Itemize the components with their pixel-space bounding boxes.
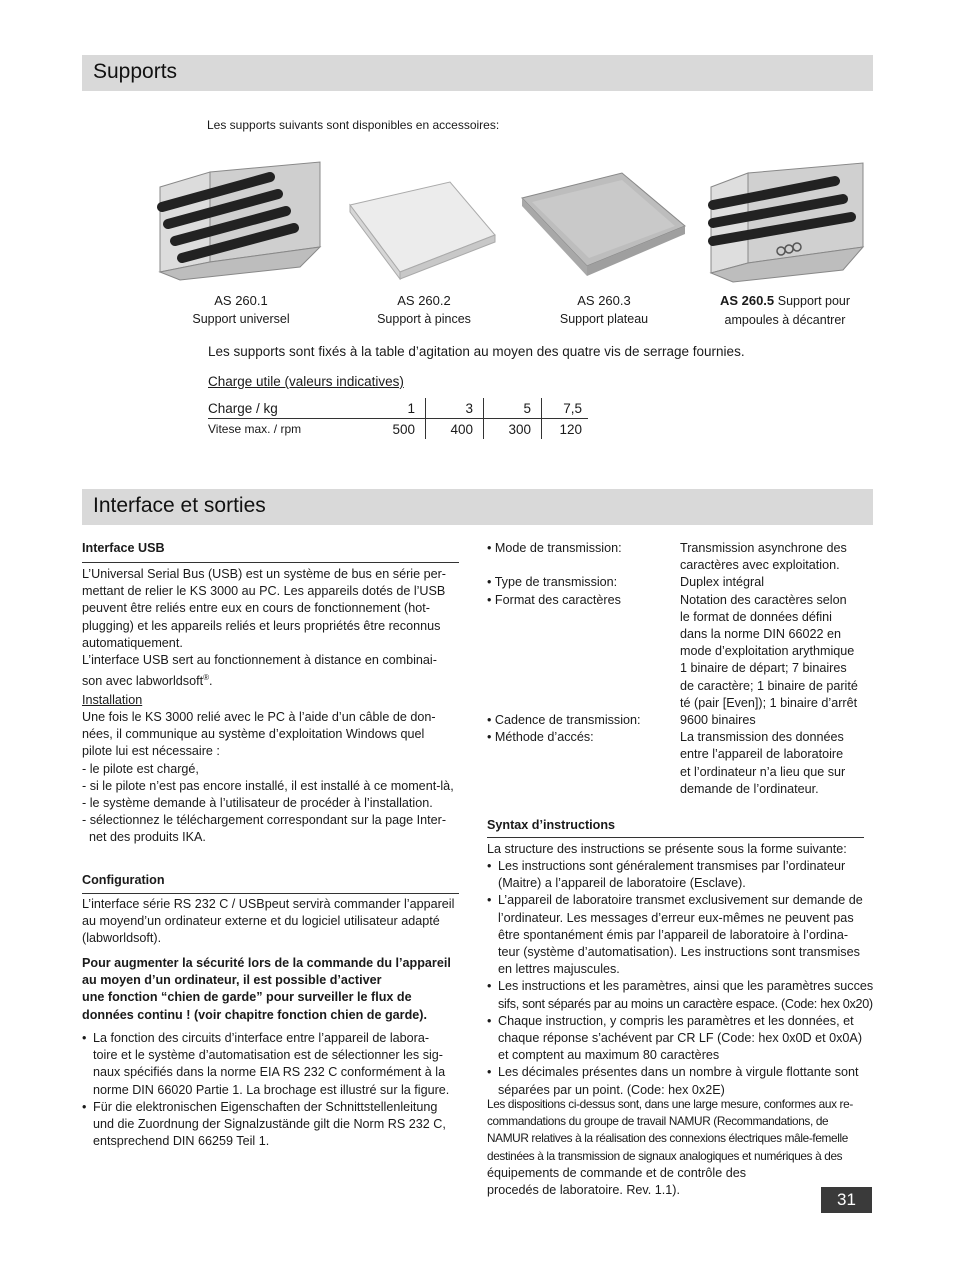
text-line: • Les instructions et les paramètres, ainsi que les paramètres succes bbox=[498, 979, 874, 994]
spec-value bbox=[680, 574, 858, 591]
text-line: L’Universal Serial Bus (USB) est un système de bus en série per- bbox=[82, 567, 446, 581]
text-line: • Les instructions sont généralement transmises par l’ordinateur bbox=[498, 859, 846, 873]
section-header-interface bbox=[82, 489, 873, 525]
universal-support-image bbox=[150, 152, 330, 282]
text-line: entsprechend DIN 66259 Teil 1. bbox=[93, 1134, 270, 1149]
section-title: Supports bbox=[93, 60, 178, 83]
text-line: NAMUR relatives à la réalisation des connexions électriques mâle-femelle bbox=[487, 1131, 848, 1146]
text-line: pilote lui est nécessaire : bbox=[82, 744, 220, 759]
row-label: Vitese max. / rpm bbox=[208, 422, 302, 436]
text-line: - sélectionnez le téléchargement correspondant sur la page Inter- bbox=[82, 813, 447, 828]
text-span: Cadence de transmission: bbox=[494, 713, 641, 728]
text-line: • L’appareil de laboratoire transmet exclusivement sur demande de bbox=[498, 893, 863, 908]
text-line: • La fonction des circuits d’interface entre l’appareil de labora- bbox=[93, 1031, 430, 1045]
section-title: Interface et sorties bbox=[93, 494, 266, 517]
table-row bbox=[208, 419, 588, 440]
text-line: et l’ordinateur n’a lieu que sur bbox=[680, 764, 846, 779]
usb-description bbox=[82, 566, 472, 691]
text-line: sifs, sont séparés par au moins un caractère espace. (Code: hex 0x20) bbox=[498, 996, 873, 1011]
supports-intro: Les supports suivants sont disponibles en accessoires: bbox=[207, 118, 500, 132]
text-line: mettant de relier le KS 3000 au PC. Les appareils dotés de l’USB bbox=[82, 584, 446, 599]
text-line: L’interface série RS 232 C / USBpeut servirà commander l’appareil bbox=[82, 897, 455, 911]
table-cell: 7,5 bbox=[542, 398, 589, 419]
spec-row bbox=[487, 729, 858, 798]
text-line: • Für die elektronischen Eigenschaften der Schnittstellenleitung bbox=[93, 1099, 438, 1114]
text-line: net des produits IKA. bbox=[82, 830, 206, 845]
spec-row bbox=[487, 540, 858, 574]
list-item bbox=[487, 1064, 879, 1098]
product-code: AS 260.5 bbox=[719, 293, 775, 308]
text-line: une fonction “chien de garde” pour surveiller le flux de bbox=[82, 990, 412, 1005]
product-as-260-3 bbox=[514, 291, 694, 329]
text-line: Une fois le KS 3000 relié avec le PC à l’aide d’un câble de don- bbox=[82, 710, 436, 724]
spec-row bbox=[487, 592, 858, 712]
text-line: Pour augmenter la sécurité lors de la commande du l’appareil bbox=[82, 956, 451, 970]
text-line: de caractère; 1 binaire de parité bbox=[680, 678, 858, 693]
tray-support-image bbox=[517, 168, 687, 278]
config-bullets bbox=[82, 1030, 482, 1150]
table-cell: 3 bbox=[426, 398, 484, 419]
text-span: Méthode d’accés: bbox=[494, 730, 594, 745]
product-code: AS 260.3 bbox=[577, 293, 631, 308]
product-as-260-5 bbox=[690, 291, 880, 330]
text-line: commandations du groupe de travail NAMUR (Recommandations, de bbox=[487, 1114, 829, 1129]
transmission-specs bbox=[487, 540, 873, 798]
text-line: L’interface USB sert au fonctionnement à distance en combinai- bbox=[82, 653, 437, 668]
table-cell: 120 bbox=[542, 419, 589, 440]
configuration-text bbox=[82, 896, 482, 948]
text-line: procedés de laboratoire. Rev. 1.1). bbox=[487, 1183, 680, 1198]
text-span: Type de transmission: bbox=[494, 575, 618, 590]
text-line: le format de données défini bbox=[680, 609, 832, 624]
spec-label: • Type de transmission: bbox=[487, 575, 618, 590]
product-as-260-2 bbox=[334, 291, 514, 329]
text-line: caractères avec exploitation. bbox=[680, 558, 840, 573]
text-line: naux spécifiés dans la norme EIA RS 232 C conformément à la bbox=[93, 1065, 446, 1080]
product-desc: Support à pinces bbox=[377, 312, 471, 326]
page-number: 31 bbox=[821, 1187, 872, 1213]
text-line: chaque réponse s’achévent par CR LF (Code: hex 0x0D et 0x0A) bbox=[498, 1031, 863, 1046]
product-code: AS 260.2 bbox=[397, 293, 451, 308]
text-line: teur (système d’automatisation). Les instructions sont transmises bbox=[498, 945, 860, 960]
spec-value bbox=[680, 592, 858, 712]
text-line: équipements de commande et de contrôle des bbox=[487, 1165, 747, 1180]
text-line: au moyend’un ordinateur externe et du logiciel utilisateur adapté bbox=[82, 914, 440, 929]
divider bbox=[82, 562, 459, 563]
load-title: Charge utile (valeurs indicatives) bbox=[208, 374, 404, 389]
text-line: 1 binaire de départ; 7 binaires bbox=[680, 661, 847, 676]
table-cell: 5 bbox=[484, 398, 542, 419]
text-line: (labworldsoft). bbox=[82, 931, 162, 946]
load-table bbox=[208, 398, 588, 439]
list-item bbox=[82, 1099, 482, 1151]
watchdog-warning bbox=[82, 955, 482, 1024]
text-line: Les dispositions ci-dessus sont, dans une large mesure, conformes aux re- bbox=[487, 1097, 853, 1111]
syntax-bullets bbox=[487, 858, 879, 1099]
configuration-heading: Configuration bbox=[82, 873, 165, 887]
text-line: destinées à la transmission de signaux analogiques et numériques à des bbox=[487, 1148, 843, 1163]
text-line: séparées par un point. (Code: hex 0x2E) bbox=[498, 1082, 725, 1097]
text-line: • Les décimales présentes dans un nombre à virgule flottante sont bbox=[498, 1065, 859, 1080]
syntax-intro: La structure des instructions se présente sous la forme suivante: bbox=[487, 842, 847, 856]
divider bbox=[82, 893, 459, 894]
text-line: Notation des caractères selon bbox=[680, 592, 847, 607]
installation-text bbox=[82, 709, 482, 847]
fixing-text: Les supports sont fixés à la table d’agitation au moyen des quatre vis de serrage fournies. bbox=[208, 344, 745, 359]
text-line: dans la norme DIN 66022 en bbox=[680, 627, 842, 642]
text-line: en lettres majuscules. bbox=[498, 962, 620, 977]
text-line: und die Zuordnung der Signalzustände gilt die Norm RS 232 C, bbox=[93, 1117, 446, 1132]
syntax-heading: Syntax d’instructions bbox=[487, 818, 616, 832]
product-desc: Support plateau bbox=[559, 312, 649, 326]
row-label: Charge / kg bbox=[208, 400, 278, 416]
usb-heading: Interface USB bbox=[82, 541, 165, 555]
text-span: son avec labworldsoft bbox=[82, 674, 204, 689]
table-cell: 300 bbox=[484, 419, 542, 440]
text-line: nées, il communique au système d’exploitation Windows quel bbox=[82, 727, 425, 742]
text-line: - le système demande à l’utilisateur de procéder à l’installation. bbox=[82, 796, 433, 811]
spec-value bbox=[680, 712, 858, 729]
text-span: . bbox=[209, 674, 213, 689]
text-line: La transmission des données bbox=[680, 730, 844, 745]
spec-label: • Mode de transmission: bbox=[487, 541, 622, 555]
text-span: Mode de transmission: bbox=[494, 541, 622, 555]
text-line: toire et le système d’automatisation est de sélectionner les sig- bbox=[93, 1048, 443, 1063]
spec-label: • Méthode d’accés: bbox=[487, 730, 594, 745]
spec-label: • Format des caractères bbox=[487, 592, 621, 607]
section-header-supports bbox=[82, 55, 873, 91]
ampoule-support-image bbox=[703, 155, 868, 285]
table-row bbox=[208, 398, 588, 419]
spec-row bbox=[487, 574, 858, 591]
text-line: automatiquement. bbox=[82, 635, 183, 650]
text-line: Transmission asynchrone des bbox=[680, 541, 847, 555]
list-item bbox=[487, 892, 879, 978]
text-line: données continu ! (voir chapitre fonction chien de garde). bbox=[82, 1007, 427, 1022]
namur-note bbox=[487, 1096, 877, 1199]
text-line: 9600 binaires bbox=[680, 713, 756, 728]
text-line: et comptent au maximum 80 caractères bbox=[498, 1048, 720, 1063]
list-item bbox=[487, 858, 879, 892]
product-desc-1: Support pour bbox=[777, 294, 851, 308]
text-line: norme DIN 66020 Partie 1. La brochage est illustré sur la figure. bbox=[93, 1082, 450, 1097]
text-line: demande de l’ordinateur. bbox=[680, 781, 819, 796]
text-line: té (pair [Even]); 1 binaire d’arrêt bbox=[680, 695, 858, 710]
text-line: l’ordinateur. Les messages d’erreur eux-mêmes ne peuvent pas bbox=[498, 910, 854, 925]
text-line: - si le pilote n’est pas encore installé, il est installé à ce moment-là, bbox=[82, 778, 454, 793]
text-line: (Maitre) a l’appareil de laboratoire (Esclave). bbox=[498, 876, 746, 891]
text-line: au moyen d’un ordinateur, il est possible d’activer bbox=[82, 973, 382, 988]
text-line: entre l’appareil de laboratoire bbox=[680, 747, 844, 762]
text-line: plugging) et les appareils reliés et leurs propriétés être reconnus bbox=[82, 618, 441, 633]
list-item bbox=[487, 978, 879, 1012]
installation-heading: Installation bbox=[82, 693, 143, 707]
spec-value bbox=[680, 729, 858, 798]
text-span: Format des caractères bbox=[494, 592, 621, 607]
table-cell: 500 bbox=[392, 421, 415, 437]
product-code: AS 260.1 bbox=[214, 293, 268, 308]
spec-row bbox=[487, 712, 858, 729]
text-line: • Chaque instruction, y compris les paramètres et les données, et bbox=[498, 1013, 854, 1028]
product-desc: Support universel bbox=[192, 312, 290, 326]
text-line: - le pilote est chargé, bbox=[82, 761, 199, 776]
spec-value bbox=[680, 540, 858, 574]
product-as-260-1 bbox=[151, 291, 331, 329]
table-cell: 400 bbox=[426, 419, 484, 440]
text-line: Duplex intégral bbox=[680, 575, 765, 590]
product-desc-2: ampoules à décantrer bbox=[724, 313, 846, 327]
list-item bbox=[82, 1030, 482, 1099]
text-line: être spontanément émis par l’appareil de laboratoire à l’ordina- bbox=[498, 927, 849, 942]
spec-label: • Cadence de transmission: bbox=[487, 713, 641, 728]
clamp-support-image bbox=[345, 180, 500, 280]
text-line: mode d’exploitation arythmique bbox=[680, 644, 855, 659]
text-line bbox=[82, 669, 472, 690]
text-line: peuvent être reliés entre eux en cours de fonctionnement (hot- bbox=[82, 601, 430, 616]
table-cell: 1 bbox=[407, 400, 415, 416]
divider bbox=[487, 837, 864, 838]
list-item bbox=[487, 1013, 879, 1065]
registered-mark: ® bbox=[203, 673, 210, 683]
